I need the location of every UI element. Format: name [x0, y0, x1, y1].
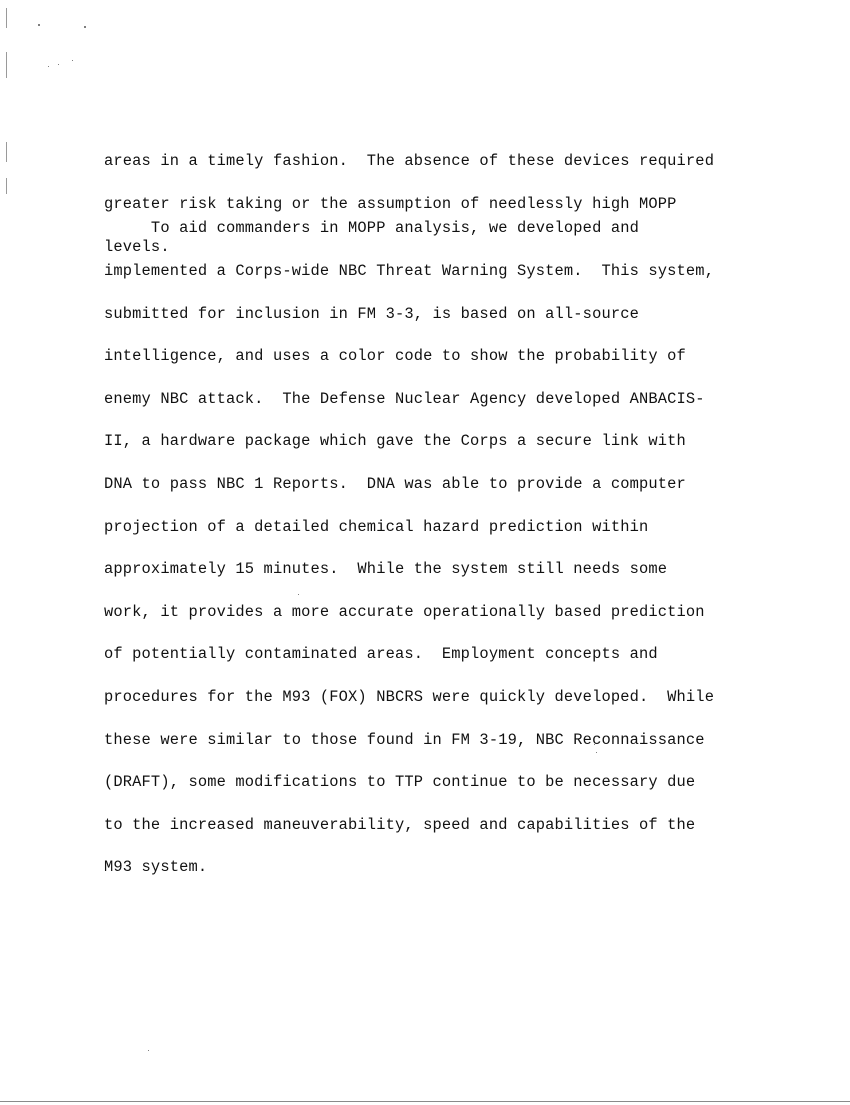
text-line: (DRAFT), some modifications to TTP continue to be necessary due [104, 773, 696, 792]
text-line: levels. [104, 237, 170, 256]
scan-margin-mark [6, 52, 7, 78]
scan-speck [84, 26, 86, 28]
scan-margin-mark [6, 178, 7, 194]
text-line: implemented a Corps-wide NBC Threat Warning System. This system, [104, 262, 715, 280]
text-line: II, a hardware package which gave the Corps a secure link with [104, 432, 686, 451]
scan-speck [48, 66, 49, 67]
text-line: approximately 15 minutes. While the system still needs some [104, 560, 668, 579]
scan-speck [72, 60, 73, 61]
scan-margin-mark [6, 8, 7, 28]
text-line: M93 system. [104, 858, 208, 877]
text-line: work, it provides a more accurate operationally based prediction [104, 602, 705, 621]
text-line: submitted for inclusion in FM 3-3, is based on all-source [104, 304, 639, 323]
scan-bottom-edge [0, 1101, 850, 1102]
text-line: DNA to pass NBC 1 Reports. DNA was able to provide a computer [104, 474, 686, 493]
text-line: of potentially contaminated areas. Employment concepts and [104, 645, 658, 664]
scan-margin-mark [6, 142, 7, 162]
text-line: intelligence, and uses a color code to show the probability of [104, 347, 686, 366]
scan-speck [38, 24, 40, 26]
text-line: areas in a timely fashion. The absence of these devices required [104, 152, 715, 171]
text-line: to the increased maneuverability, speed and capabilities of the [104, 815, 696, 834]
text-line: To aid commanders in MOPP analysis, we developed and [104, 219, 639, 238]
text-line: these were similar to those found in FM 3-19, NBC Reconnaissance [104, 730, 705, 749]
text-line: projection of a detailed chemical hazard prediction within [104, 517, 649, 536]
text-line: enemy NBC attack. The Defense Nuclear Agency developed ANBACIS- [104, 389, 705, 408]
scan-speck [58, 64, 59, 65]
text-line: procedures for the M93 (FOX) NBCRS were quickly developed. While [104, 687, 715, 706]
scan-speck [148, 1050, 149, 1051]
text-line: greater risk taking or the assumption of needlessly high MOPP [104, 195, 677, 213]
paragraph-2 [104, 193, 784, 903]
